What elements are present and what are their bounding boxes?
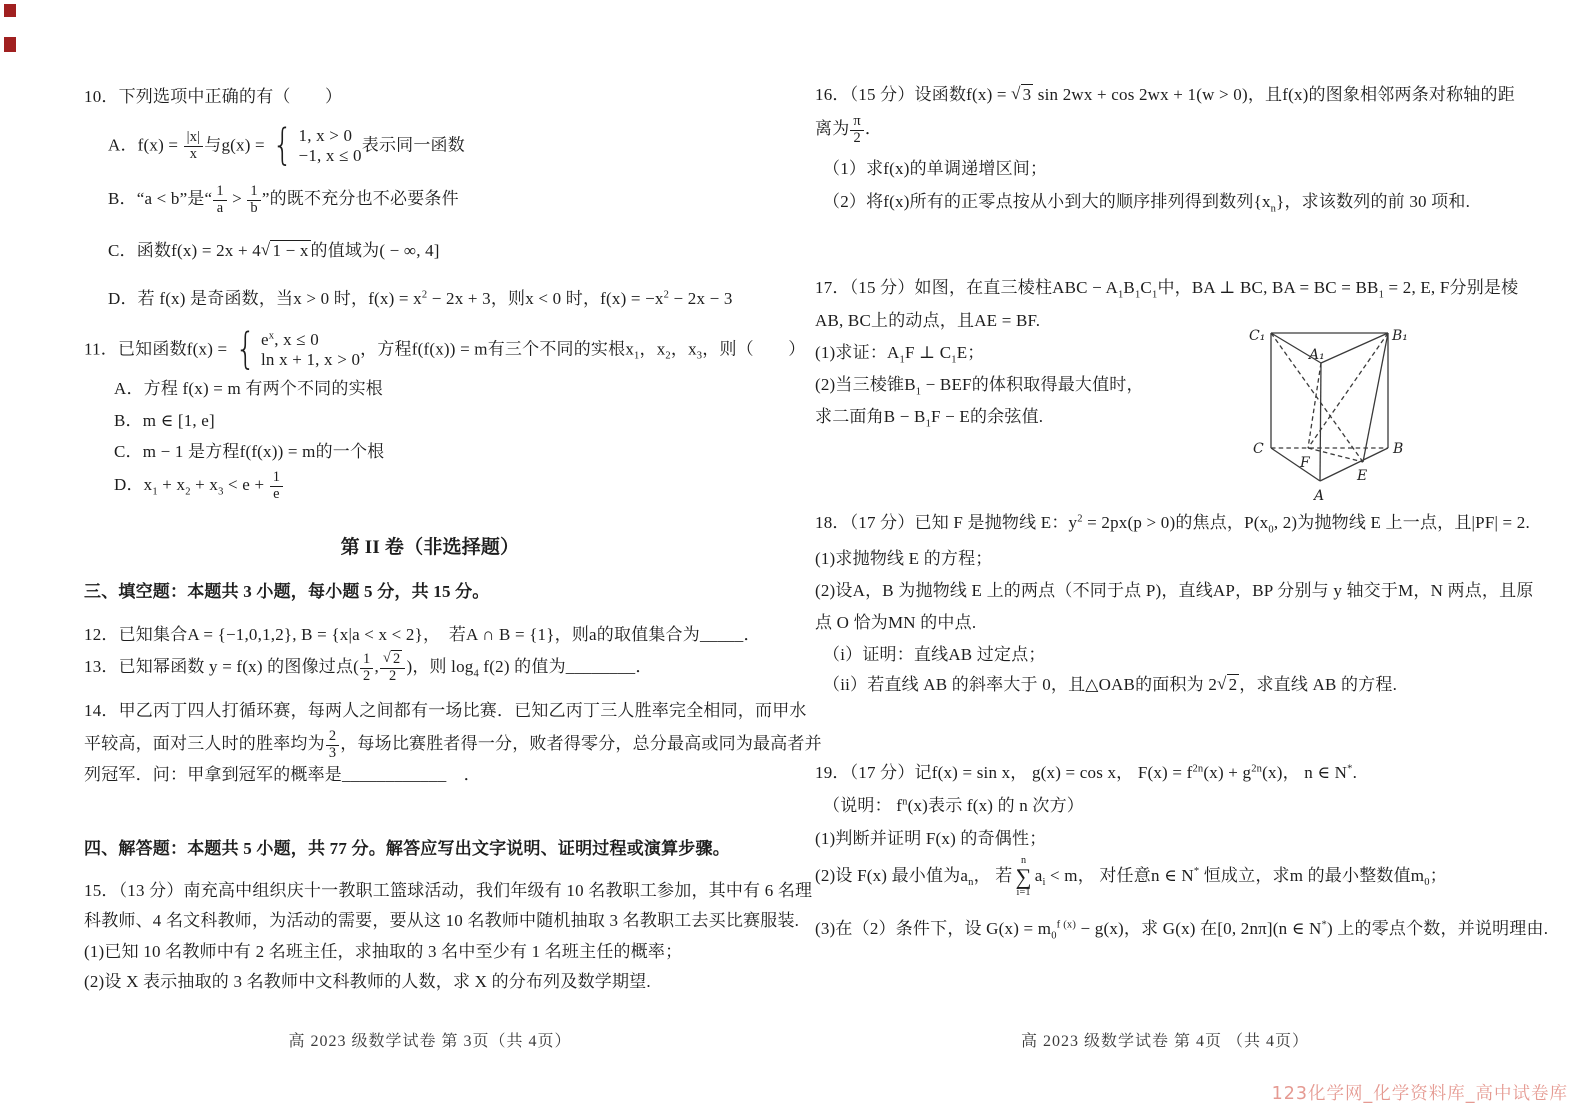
prism-label-a: A	[1314, 488, 1325, 504]
question-16-part-1: （1）求f(x)的单调递增区间；	[823, 159, 1048, 178]
question-10-option-b: B．“a < b”是“ $\frac{1}{a}$ > $\frac{1}{b}$ ”的既不充分也不必要条件	[108, 183, 459, 216]
question-18-subpart-ii: （ii）若直线 AB 的斜率大于 0，且△OAB的面积为 2√ 2 ，求直线 AB 的方程.	[823, 674, 1398, 694]
question-19-part-1: (1)判断并证明 F(x) 的奇偶性；	[815, 829, 1047, 848]
question-11-option-b: B．m ∈ [1, e]	[114, 411, 215, 430]
prism-label-b1: B₁	[1392, 328, 1408, 344]
page-4	[815, 0, 1549, 1115]
question-17-line-1: 17．（15 分）如图，在直三棱柱ABC − $A_1B_1C_1$中，BA ⊥ BC, BA = BC = $BB_1 = 2$, E, F分别是棱	[815, 278, 1519, 301]
question-10-option-a: A．f(x) = $\frac{|x|}{x}$ 与g(x) = { 1, x > 0 −1, x ≤ 0 表示同一函数	[108, 121, 465, 171]
question-11-option-a: A．方程 f(x) = m 有两个不同的实根	[114, 379, 383, 398]
question-17-part-1: (1)求证：$A_1F$ ⊥ $C_1E$；	[815, 343, 985, 366]
question-11-option-d: D．$x_1 + x_2 + x_3 < e$ + $\frac{1}{e}$	[114, 470, 284, 502]
question-14-line-3: 列冠军．问：甲拿到冠军的概率是____________ ．	[84, 765, 481, 784]
prism-label-e: E	[1357, 468, 1368, 484]
question-15-part-1: (1)已知 10 名教师中有 2 名班主任，求抽取的 3 名中至少有 1 名班主任的概率；	[84, 942, 683, 961]
watermark: 123化学网_化学资料库_高中试卷库	[1271, 1084, 1568, 1104]
question-19-part-3: (3)在（2）条件下，设 $G(x) = m_0^{f (x)} - g(x)$，求 G(x) 在[0, 2nπ](n ∈ N*) 上的零点个数，并说明理由.	[815, 919, 1549, 942]
question-16-part-2: （2）将f(x)所有的正零点按从小到大的顺序排列得到数列$\{x_n\}$，求该数列的前 30 项和.	[823, 192, 1471, 215]
prism-label-f: F	[1300, 455, 1310, 471]
question-14-line-2: 平较高，面对三人时的胜率均为 $\frac{2}{3}$ ，每场比赛胜者得一分，败者得零分，总分最高或同为最高者并	[84, 728, 822, 761]
question-18-subpart-i: （i）证明：直线AB 过定点；	[823, 645, 1046, 664]
prism-label-a1: A₁	[1309, 347, 1325, 363]
question-18-line-1: 18．（17 分）已知 F 是抛物线 E：$y^2 = 2px(p > 0)$的焦点，$P(x_0$, 2)为抛物线 E 上一点，且|PF| = 2.	[815, 513, 1530, 536]
question-10-stem: 10．下列选项中正确的有（ ）	[84, 87, 343, 106]
question-11-stem: 11．已知函数f(x) = { $e^x$, x ≤ 0 ln x + 1, x > 0 ，方程f(f(x)) = m有三个不同的实根$x_1$，$x_2$，$x_3$，则（ ）	[84, 325, 806, 375]
question-12: 12．已知集合A = {−1,0,1,2}, B = {x|a < x < 2}， 若A ∩ B = {1}，则a的取值集合为_____．	[84, 625, 761, 644]
question-10-option-d: D．若 f(x) 是奇函数，当x > 0 时，$f(x) = x^2 - 2x + 3$，则x < 0 时，$f(x) = -x^2 - 2x - 3$	[108, 289, 733, 308]
question-13: 13．已知幂函数 y = f(x) 的图像过点( $\frac{1}{2}$ , $\frac{√ 2}{2}$ )，则 $\log_4 f(2)$ 的值为________．	[84, 650, 653, 684]
red-corner-mark-icon	[4, 4, 16, 17]
question-19-part-2: (2)设 F(x) 最小值为$a_n$， 若 n ∑ i=1 $a_i < m$， 对任意n ∈ N* 恒成立，求m 的最小整数值$m_0$；	[815, 855, 1447, 898]
question-19-note: （说明： $f^n(x)$表示 f(x) 的 n 次方）	[823, 796, 1084, 815]
section-4-heading: 四、解答题：本题共 5 小题，共 77 分。解答应写出文字说明、证明过程或演算步骤。	[84, 839, 730, 858]
question-14-line-1: 14．甲乙丙丁四人打循环赛，每两人之间都有一场比赛．已知乙丙丁三人胜率完全相同，而甲水	[84, 701, 807, 720]
red-corner-mark-icon	[4, 37, 16, 52]
page-3	[84, 0, 822, 1115]
question-15-part-2: (2)设 X 表示抽取的 3 名教师中文科教师的人数，求 X 的分布列及数学期望.	[84, 972, 651, 991]
question-18-part-2: (2)设A，B 为抛物线 E 上的两点（不同于点 P)，直线AP，BP 分别与 y 轴交于M，N 两点，且原	[815, 581, 1534, 600]
question-15-line-2: 科教师、4 名文科教师，为活动的需要，要从这 10 名教师中随机抽取 3 名教职工去买比赛服装.	[84, 911, 800, 930]
part-ii-title: 第 II 卷（非选择题）	[340, 537, 520, 558]
page-3-footer: 高 2023 级数学试卷 第 3页（共 4页）	[288, 1033, 572, 1050]
question-10-option-c: C．函数f(x) = 2x + 4√ 1 − x 的值域为( − ∞, 4]	[108, 240, 440, 260]
question-11-option-c: C．m − 1 是方程f(f(x)) = m的一个根	[114, 442, 385, 461]
question-19-line-1: 19．（17 分）记f(x) = sin x， g(x) = cos x， $F(x) = f^{2n}(x) + g^{2n}(x)$， n ∈ N*.	[815, 763, 1358, 782]
question-16-line-1: 16．（15 分）设函数f(x) = √ 3 sin 2wx + cos 2wx + 1(w > 0)，且f(x)的图象相邻两条对称轴的距	[815, 84, 1515, 104]
question-18-line-4: 点 O 恰为MN 的中点.	[815, 613, 977, 632]
question-15-line-1: 15．（13 分）南充高中组织庆十一教职工篮球活动，我们年级有 10 名教职工参加，其中有 6 名理	[84, 881, 813, 900]
prism-figure	[1243, 320, 1421, 516]
prism-label-c1: C₁	[1249, 328, 1266, 344]
question-17-line-5: 求二面角$B - B_1F - E$的余弦值.	[815, 407, 1044, 430]
section-3-heading: 三、填空题：本题共 3 小题，每小题 5 分，共 15 分。	[84, 582, 490, 601]
question-16-line-2: 离为 $\frac{\pi}{2}$ ．	[815, 113, 883, 146]
question-17-line-2: AB, BC上的动点，且AE = BF.	[815, 311, 1041, 330]
question-17-part-2: (2)当三棱锥$B_1$ − BEF的体积取得最大值时，	[815, 375, 1144, 398]
page-4-footer: 高 2023 级数学试卷 第 4页 （共 4页）	[1020, 1033, 1309, 1050]
question-18-part-1: (1)求抛物线 E 的方程；	[815, 549, 993, 568]
prism-label-b: B	[1393, 441, 1404, 457]
prism-label-c: C	[1253, 441, 1264, 457]
